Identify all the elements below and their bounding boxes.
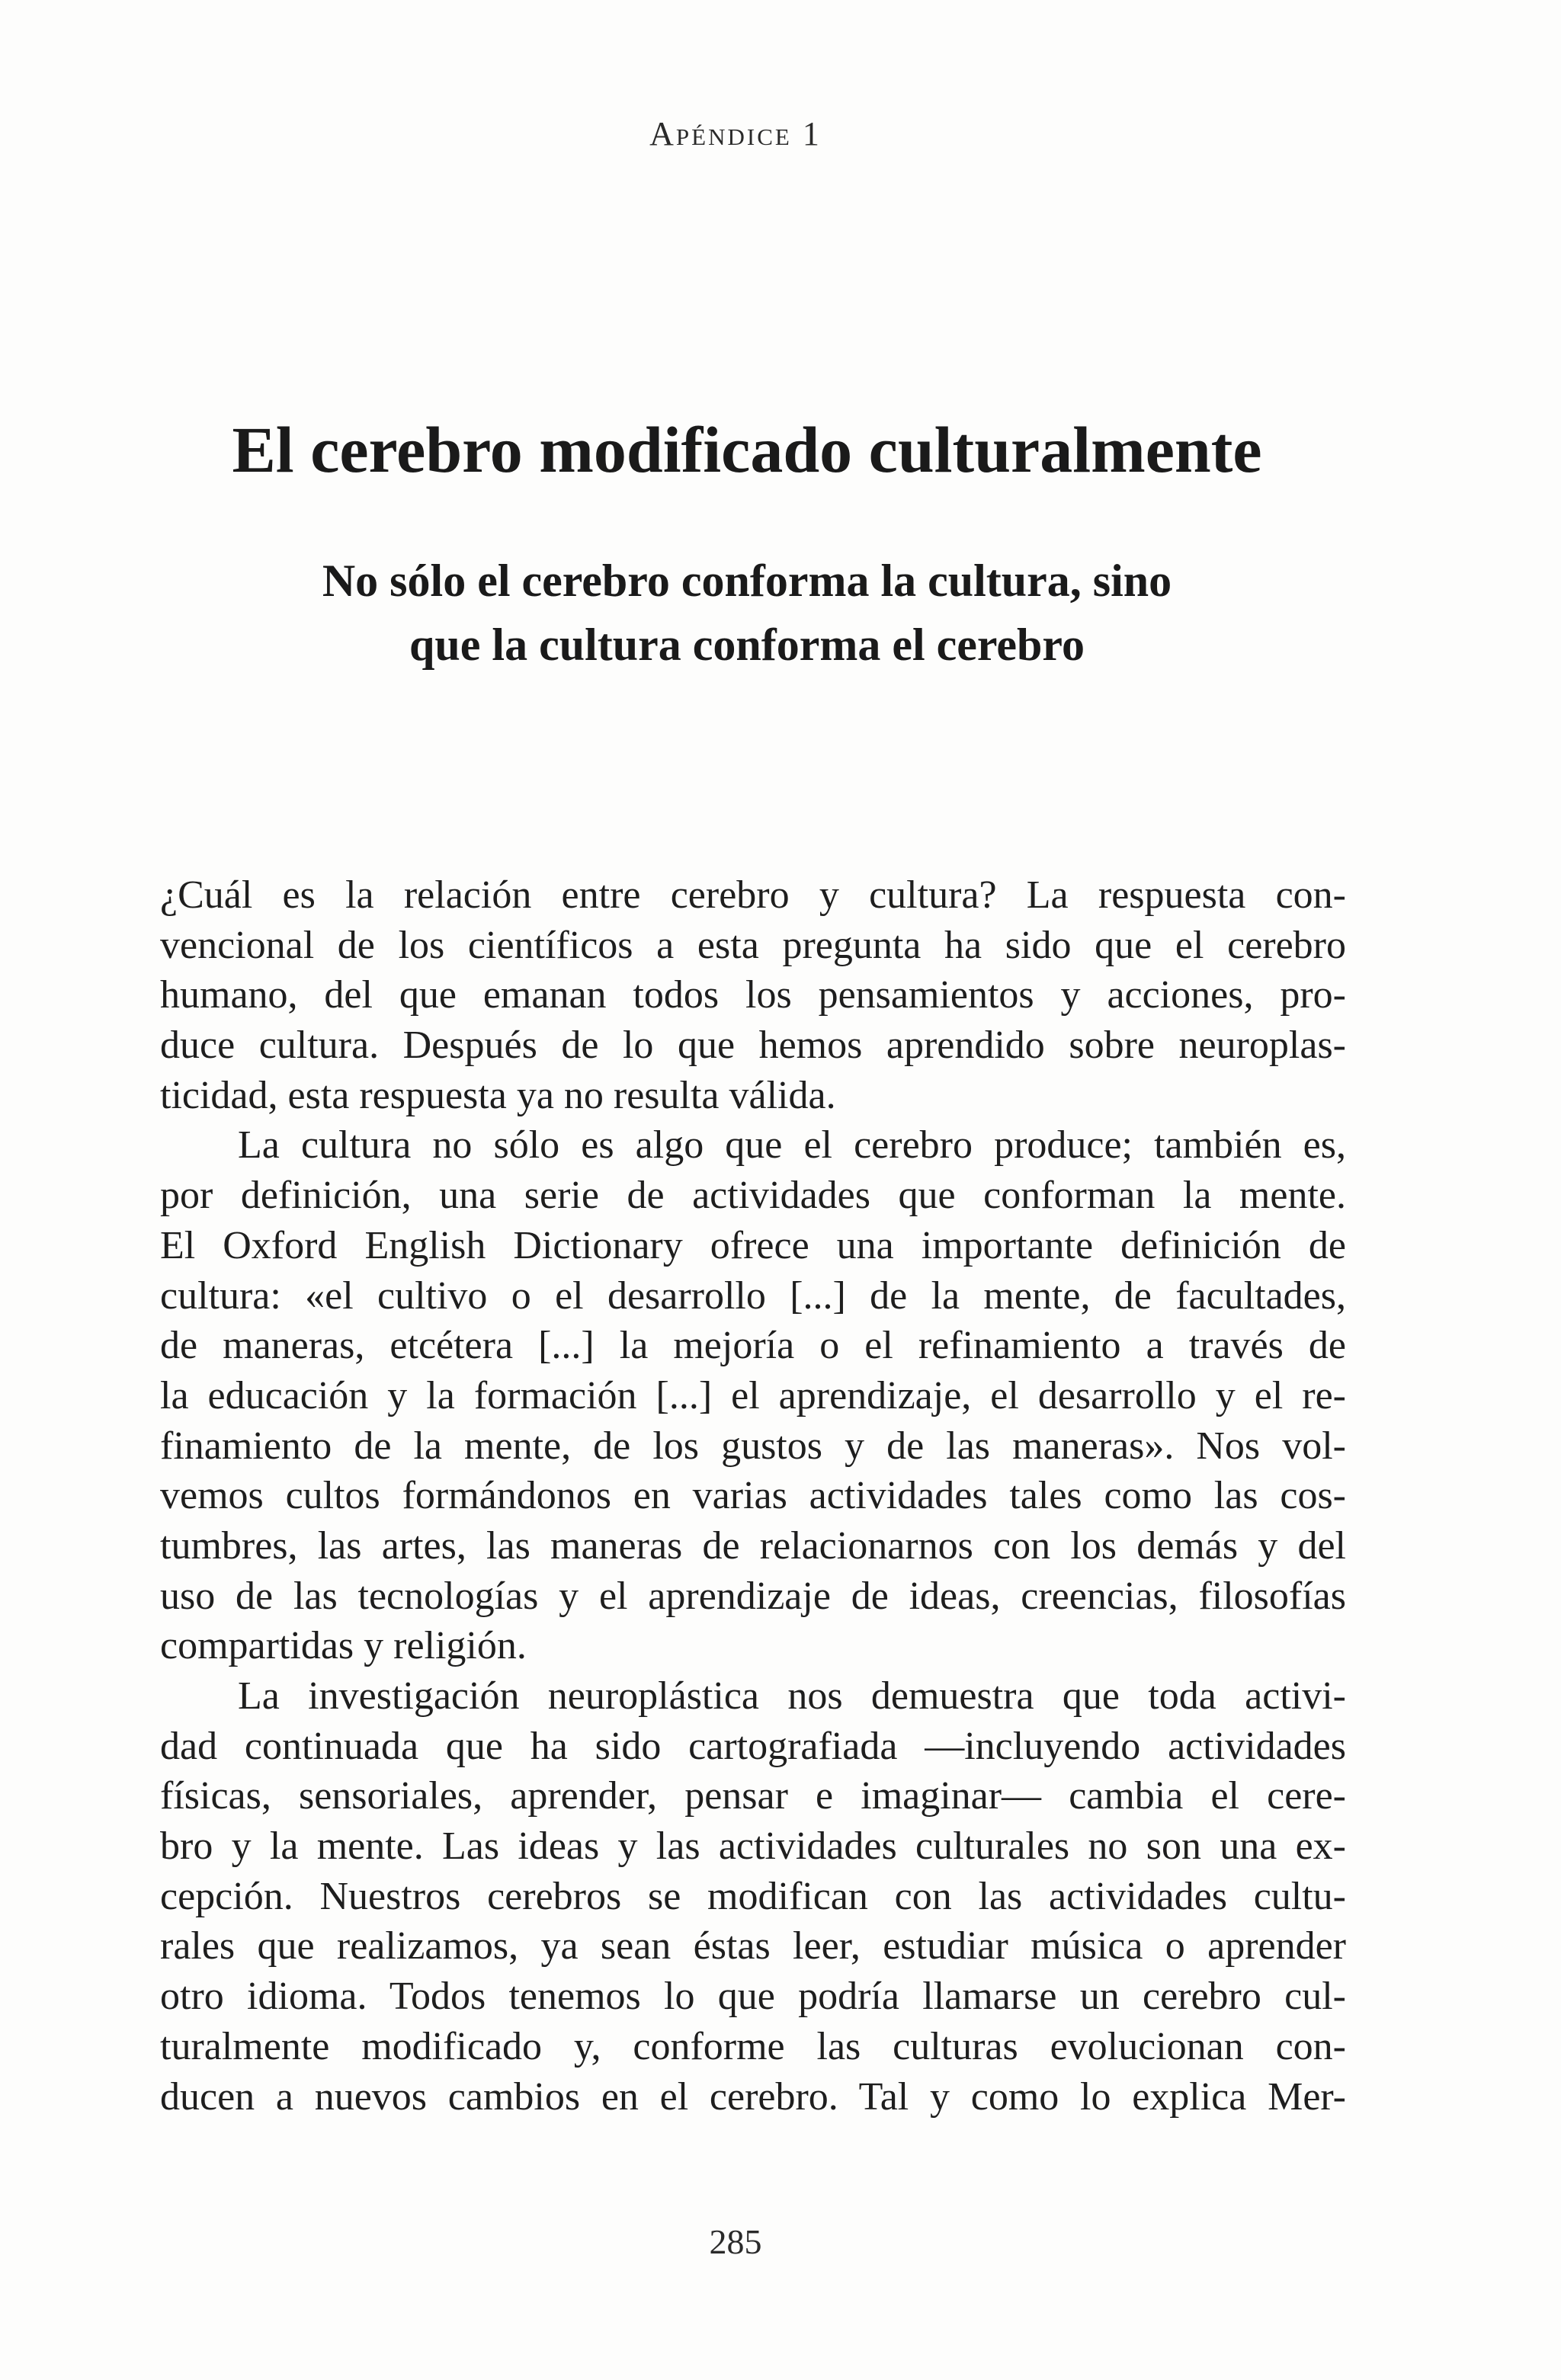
text-line: rales que realizamos, ya sean éstas leer, estudiar música o aprender	[160, 1924, 1346, 1968]
paragraph-2	[160, 1120, 1346, 1671]
text-line: vemos cultos formándonos en varias actividades tales como las cos-	[160, 1474, 1346, 1518]
text-line: físicas, sensoriales, aprender, pensar e imaginar— cambia el cere-	[160, 1774, 1346, 1818]
text-line: ¿Cuál es la relación entre cerebro y cultura? La respuesta con-	[160, 873, 1346, 917]
text-line: por definición, una serie de actividades que conforman la mente.	[160, 1174, 1346, 1218]
text-line: El Oxford English Dictionary ofrece una importante definición de	[160, 1223, 1346, 1267]
text-line: tumbres, las artes, las maneras de relacionarnos con los demás y del	[160, 1523, 1346, 1568]
text-line: bro y la mente. Las ideas y las actividades culturales no son una ex-	[160, 1824, 1346, 1869]
text-line: humano, del que emanan todos los pensamientos y acciones, pro-	[160, 973, 1346, 1017]
text-line: de maneras, etcétera [...] la mejoría o el refinamiento a través de	[160, 1324, 1346, 1368]
body-text	[160, 870, 1346, 2122]
text-line: ducen a nuevos cambios en el cerebro. Tal y como lo explica Mer-	[160, 2074, 1346, 2119]
chapter-title: El cerebro modificado culturalmente	[232, 413, 1262, 486]
text-line: cepción. Nuestros cerebros se modifican con las actividades cultu-	[160, 1874, 1346, 1918]
text-line: cultura: «el cultivo o el desarrollo [...] de la mente, de facultades,	[160, 1273, 1346, 1318]
chapter-subtitle	[160, 549, 1334, 677]
text-line: uso de las tecnologías y el aprendizaje de ideas, creencias, filosofías	[160, 1574, 1346, 1618]
text-line: dad continuada que ha sido cartografiada —incluyendo actividades	[160, 1724, 1346, 1768]
text-line: ticidad, esta respuesta ya no resulta válida.	[160, 1073, 836, 1117]
running-head: Apéndice 1	[649, 115, 822, 152]
text-line: otro idioma. Todos tenemos lo que podría llamarse un cerebro cul-	[160, 1975, 1346, 2019]
paragraph-3	[160, 1671, 1346, 2122]
text-line: turalmente modificado y, conforme las culturas evolucionan con-	[160, 2024, 1346, 2068]
text-line: vencional de los científicos a esta pregunta ha sido que el cerebro	[160, 923, 1346, 967]
text-line: duce cultura. Después de lo que hemos aprendido sobre neuroplas-	[160, 1023, 1346, 1068]
text-line: La cultura no sólo es algo que el cerebro produce; también es,	[238, 1123, 1346, 1168]
page-number: 285	[709, 2222, 762, 2261]
chapter-subtitle-line: que la cultura conforma el cerebro	[409, 620, 1085, 670]
text-line: compartidas y religión.	[160, 1624, 527, 1668]
text-line: finamiento de la mente, de los gustos y de las maneras». Nos vol-	[160, 1424, 1346, 1468]
text-line: La investigación neuroplástica nos demuestra que toda activi-	[238, 1674, 1346, 1718]
paragraph-1	[160, 870, 1346, 1120]
chapter-subtitle-line: No sólo el cerebro conforma la cultura, sino	[322, 556, 1172, 606]
text-line: la educación y la formación [...] el aprendizaje, el desarrollo y el re-	[160, 1373, 1346, 1417]
